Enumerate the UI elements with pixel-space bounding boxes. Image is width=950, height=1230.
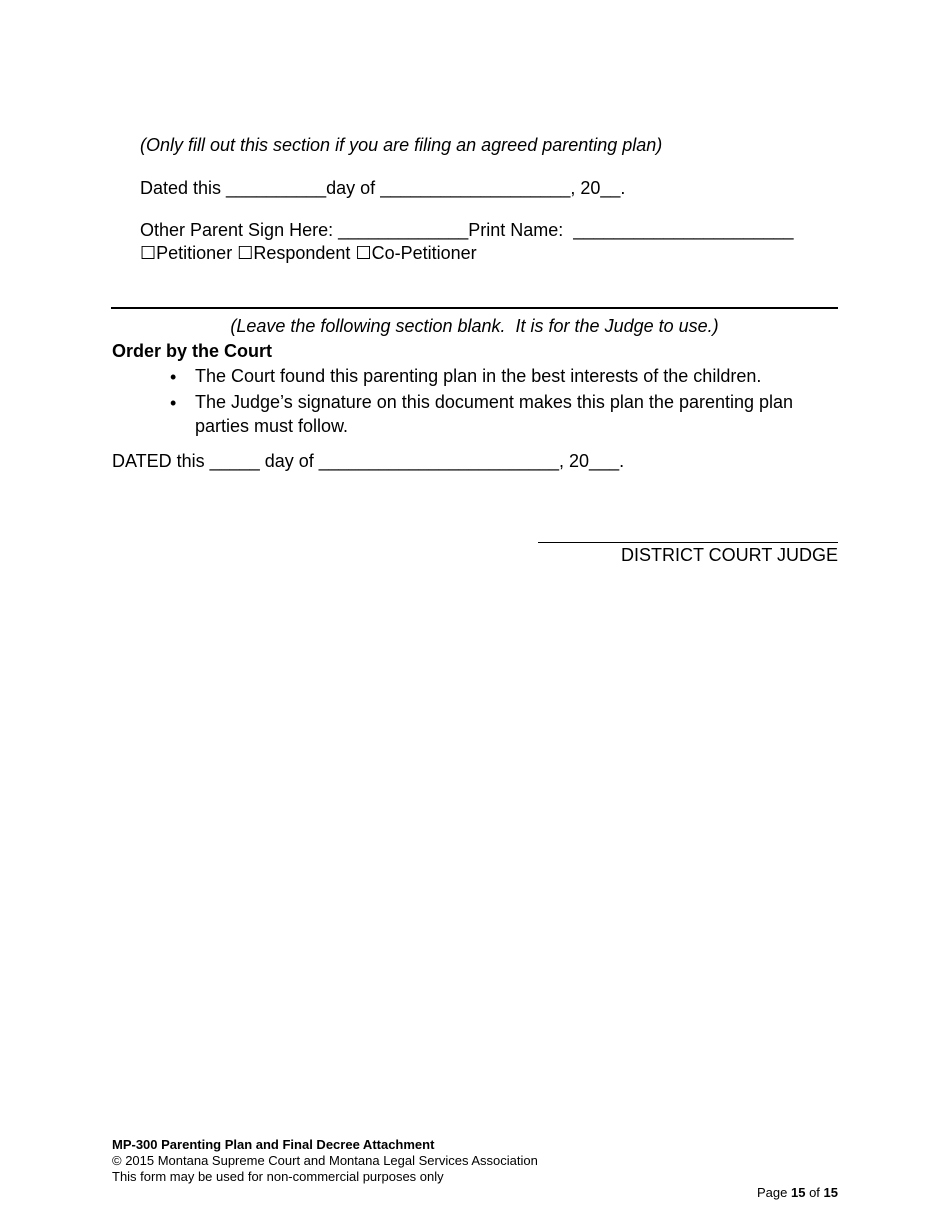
judge-signature-line <box>538 542 838 543</box>
order-bullet-item: The Judge’s signature on this document makes this plan the parenting plan parties must follow. <box>195 392 794 436</box>
co-petitioner-label: Co-Petitioner <box>371 243 477 263</box>
bullet-icon: • <box>170 367 177 387</box>
footer-copyright: © 2015 Montana Supreme Court and Montana Legal Services Association <box>112 1153 538 1168</box>
page-total: 15 <box>823 1185 838 1200</box>
footer-form-title: MP-300 Parenting Plan and Final Decree Attachment <box>112 1137 435 1152</box>
section-divider <box>111 307 838 309</box>
co-petitioner-checkbox[interactable]: ☐ <box>355 243 372 263</box>
respondent-checkbox[interactable]: ☐ <box>237 243 254 263</box>
court-dated-line: DATED this _____ day of ________________________, 20___. <box>112 451 625 471</box>
page-current: 15 <box>790 1185 806 1200</box>
other-parent-signature-line[interactable]: Other Parent Sign Here: _____________Print Name: ______________________ <box>140 220 794 240</box>
page-sep: of <box>809 1185 820 1200</box>
petitioner-checkbox[interactable]: ☐ <box>140 243 157 263</box>
petitioner-label: Petitioner <box>156 243 233 263</box>
footer-usage-note: This form may be used for non-commercial purposes only <box>112 1169 444 1184</box>
page-prefix: Page <box>756 1185 788 1200</box>
role-checkbox-group <box>140 242 477 264</box>
judge-section-instruction: (Leave the following section blank. It is for the Judge to use.) <box>230 316 719 336</box>
order-bullet-item: The Court found this parenting plan in the best interests of the children. <box>195 366 762 386</box>
page-number <box>757 1185 838 1201</box>
judge-signature-label: DISTRICT COURT JUDGE <box>620 545 838 565</box>
respondent-label: Respondent <box>253 243 351 263</box>
order-heading: Order by the Court <box>112 341 273 361</box>
bullet-icon: • <box>170 393 177 413</box>
agreed-plan-instruction: (Only fill out this section if you are filing an agreed parenting plan) <box>140 135 663 155</box>
parent-dated-line[interactable]: Dated this __________day of ___________________, 20__. <box>140 178 626 198</box>
